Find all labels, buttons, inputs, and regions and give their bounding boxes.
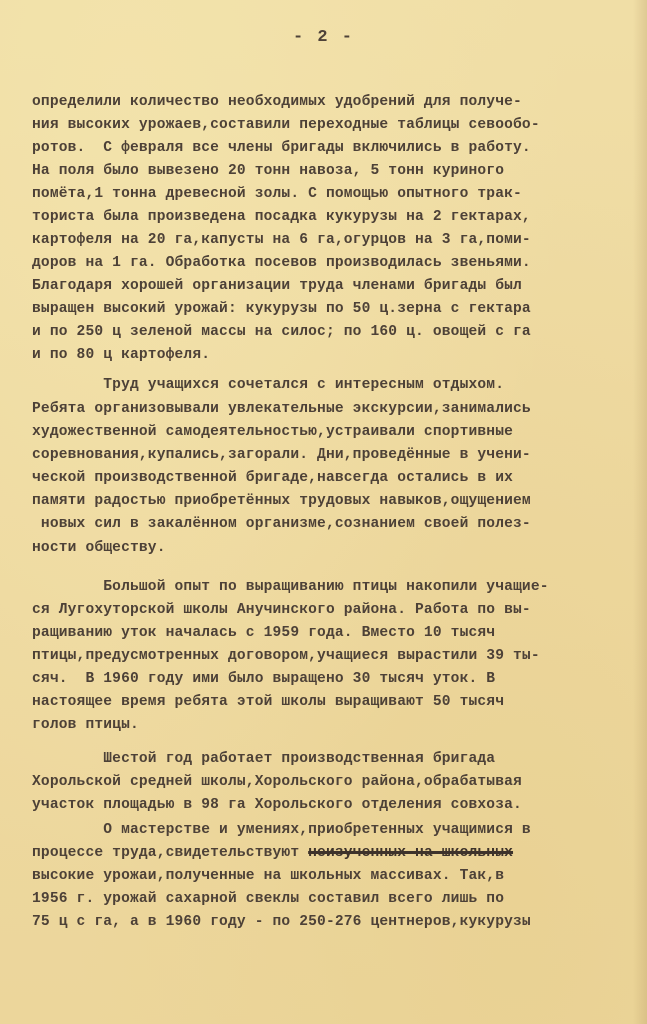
text-line: Большой опыт по выращиванию птицы накопили учащие- [32, 579, 549, 595]
text-line: соревнования,купались,загорали. Дни,проведённые в учени- [32, 447, 531, 463]
text-line: голов птицы. [32, 717, 139, 733]
page-number: - 2 - [292, 28, 354, 47]
struck-out-text: неизученных на школьных [308, 845, 514, 861]
text-line: Шестой год работает производственная бригада [32, 751, 496, 767]
text-line: Труд учащихся сочетался с интересным отдыхом. [32, 377, 505, 393]
text-line: и по 80 ц картофеля. [32, 347, 211, 363]
text-line: 1956 г. урожай сахарной свеклы составил всего лишь по [32, 891, 505, 907]
text-line: участок площадью в 98 га Хорольского отделения совхоза. [32, 797, 522, 813]
text-line: ротов. С февраля все члены бригады включились в работу. [32, 140, 531, 156]
text-line: выращен высокий урожай: кукурузы по 50 ц.зерна с гектара [32, 301, 531, 317]
text-line: новых сил в закалённом организме,сознанием своей полез- [32, 516, 531, 532]
text-line: Благодаря хорошей организации труда членами бригады был [32, 278, 522, 294]
text-line: ния высоких урожаев,составили переходные таблицы севообо- [32, 117, 540, 133]
text-line: и по 250 ц зеленой массы на силос; по 160 ц. овощей с га [32, 324, 531, 340]
text-line-with-strikethrough [32, 843, 513, 863]
paper-edge [633, 0, 647, 1024]
text-line: памяти радостью приобретённых трудовых навыков,ощущением [32, 493, 531, 509]
text-line: птицы,предусмотренных договором,учащиеся вырастили 39 ты- [32, 648, 540, 664]
text-line: настоящее время ребята этой школы выращивают 50 тысяч [32, 694, 505, 710]
text-line: Ребята организовывали увлекательные экскурсии,занимались [32, 401, 531, 417]
text-line: помёта,1 тонна древесной золы. С помощью опытного трак- [32, 186, 522, 202]
text-segment: процессе труда,свидетельствуют [32, 845, 309, 861]
text-line: сяч. В 1960 году ими было выращено 30 тысяч уток. В [32, 671, 496, 687]
text-line: доров на 1 га. Обработка посевов производилась звеньями. [32, 255, 531, 271]
text-line: Хорольской средней школы,Хорольского района,обрабатывая [32, 774, 522, 790]
text-line: 75 ц с га, а в 1960 году - по 250-276 центнеров,кукурузы [32, 914, 531, 930]
text-line: ториста была произведена посадка кукурузы на 2 гектарах, [32, 209, 531, 225]
text-line: картофеля на 20 га,капусты на 6 га,огурцов на 3 га,поми- [32, 232, 531, 248]
text-line: ся Лугохуторской школы Анучинского района. Работа по вы- [32, 602, 531, 618]
text-line: художественной самодеятельностью,устраивали спортивные [32, 424, 514, 440]
text-line: определили количество необходимых удобрений для получе- [32, 94, 522, 110]
text-line: На поля было вывезено 20 тонн навоза, 5 тонн куриного [32, 163, 505, 179]
text-line: высокие урожаи,полученные на школьных массивах. Так,в [32, 868, 505, 884]
text-line: О мастерстве и умениях,приобретенных учащимися в [32, 822, 531, 838]
text-line: ращиванию уток началась с 1959 года. Вместо 10 тысяч [32, 625, 496, 641]
text-line: ческой производственной бригаде,навсегда остались в их [32, 470, 514, 486]
text-line: ности обществу. [32, 540, 166, 556]
